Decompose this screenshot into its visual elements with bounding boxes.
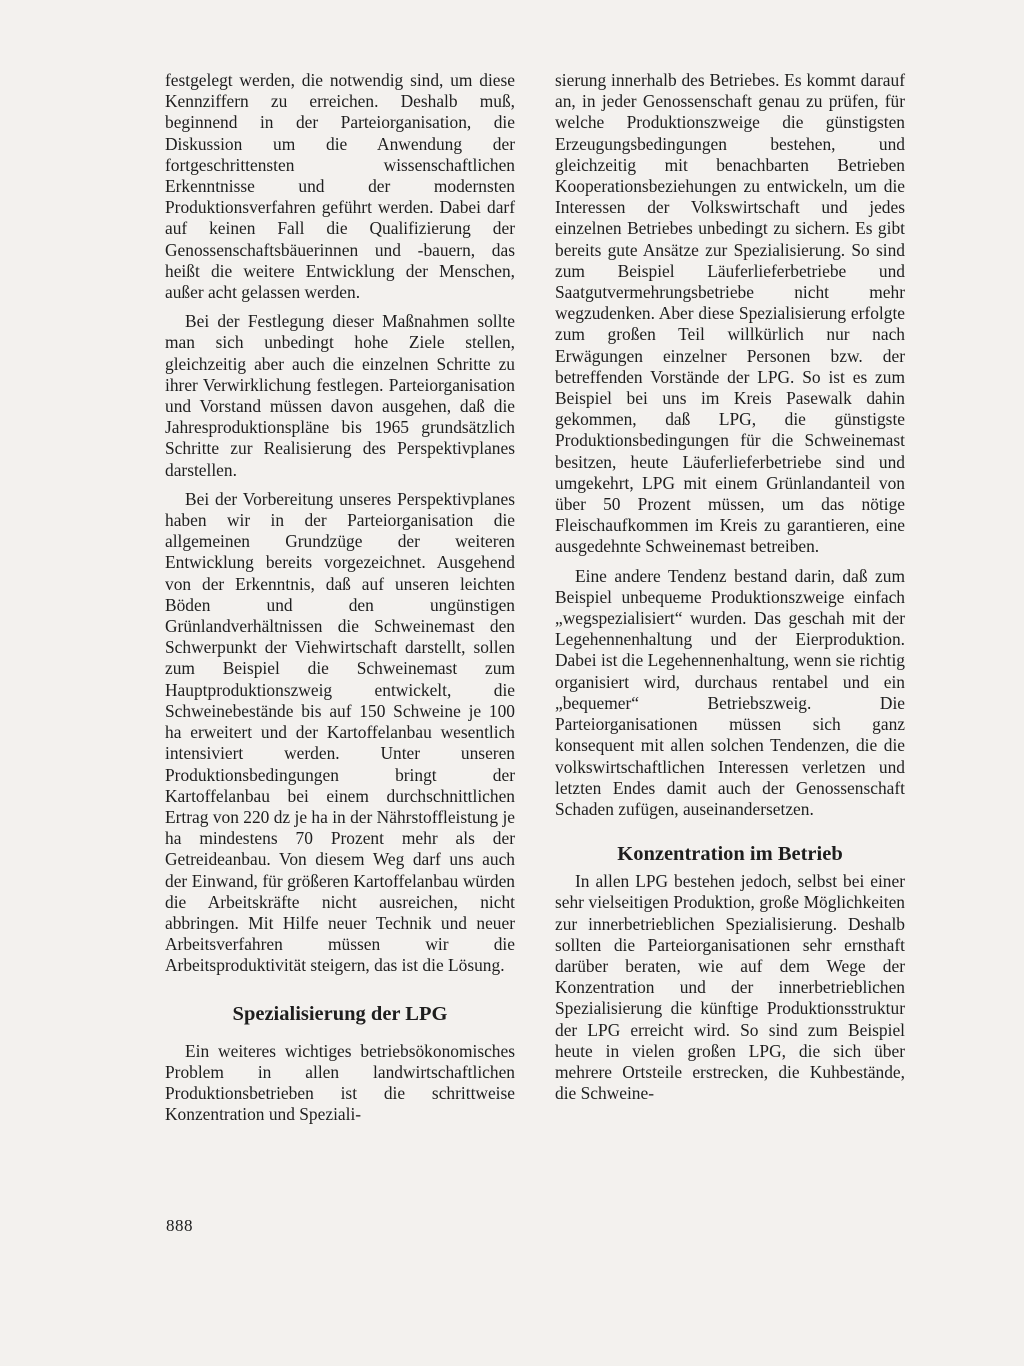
left-paragraph-4: Ein weiteres wichtiges betriebsökonomisches Problem in allen landwirtschaftlichen Produktionsbetrieben ist die schrittweise Konzentration und Speziali- [165, 1040, 515, 1125]
section-heading-konzentration: Konzentration im Betrieb [617, 843, 843, 866]
right-paragraph-2: Eine andere Tendenz bestand darin, daß zum Beispiel unbequeme Produktionszweige einfach „wegspezialisiert“ wurden. Das geschah mit der Legehennenhaltung und der Eierproduktion. Dabei ist die Legehennenhaltung, wenn sie richtig organisiert wird, durchaus rentabel und ein „bequemer“ Betriebszweig. Die Parteiorganisationen müssen sich ganz konsequent mit allen solchen Tendenzen, die die volkswirtschaftlichen Interessen verletzen und letzten Endes damit auch der Genossenschaft Schaden zufügen, auseinandersetzen. [555, 565, 905, 819]
left-column [165, 70, 515, 1125]
page-number: 888 [166, 1216, 193, 1235]
left-paragraph-1: festgelegt werden, die notwendig sind, um diese Kennziffern zu erreichen. Deshalb muß, beginnend in der Parteiorganisation, die Diskussion um die Anwendung der fortgeschrittensten wissenschaftlichen Erkenntnisse und der modernsten Produktionsverfahren geführt werden. Dabei darf auf keinen Fall die Qualifizierung der Genossenschaftsbäuerinnen und -bauern, das heißt die weitere Entwicklung der Menschen, außer acht gelassen werden. [165, 70, 515, 303]
right-column [555, 70, 905, 1104]
section-heading-spezialisierung: Spezialisierung der LPG [232, 1002, 448, 1025]
right-paragraph-1: sierung innerhalb des Betriebes. Es kommt darauf an, in jeder Genossenschaft genau zu prüfen, für welche Produktionszweige die günstigsten Erzeugungsbedingungen bestehen, und gleichzeitig mit benachbarten Betrieben Kooperationsbeziehungen zu entwickeln, um die Interessen der Volkswirtschaft und jedes einzelnen Betriebes unbedingt zu sichern. Es gibt bereits gute Ansätze zur Spezialisierung. So sind zum Beispiel Läuferlieferbetriebe und Saatgutvermehrungsbetriebe nicht mehr wegzudenken. Aber diese Spezialisierung erfolgte zum großen Teil willkürlich nur nach Erwägungen einzelner Personen bzw. der betreffenden Vorstände der LPG. So ist es zum Beispiel bei uns im Kreis Pasewalk dahin gekommen, daß LPG, die günstigste Produktionsbedingungen für die Schweinemast besitzen, heute Läuferlieferbetriebe sind und umgekehrt, LPG mit einem Grünlandanteil von über 50 Prozent müssen, um das nötige Fleischaufkommen im Kreis zu garantieren, eine ausgedehnte Schweinemast betreiben. [555, 70, 905, 557]
right-paragraph-3: In allen LPG bestehen jedoch, selbst bei einer sehr vielseitigen Produktion, große Möglichkeiten zur innerbetrieblichen Spezialisierung. Deshalb sollten die Parteiorganisationen sehr ernsthaft darüber beraten, wie auf dem Wege der Konzentration und der innerbetrieblichen Spezialisierung die künftige Produktionsstruktur der LPG erreicht wird. So sind zum Beispiel heute in vielen großen LPG, die sich über mehrere Ortsteile erstrecken, die Kuhbestände, die Schweine- [555, 871, 905, 1104]
left-paragraph-3: Bei der Vorbereitung unseres Perspektivplanes haben wir in der Parteiorganisation die allgemeinen Grundzüge der weiteren Entwicklung bereits vorgezeichnet. Ausgehend von der Erkenntnis, daß auf unseren leichten Böden und den ungünstigen Grünlandverhältnissen die Schweinemast den Schwerpunkt der Viehwirtschaft darstellt, sollen zum Beispiel die Schweinemast zum Hauptproduktionszweig entwickelt, die Schweinebestände bis auf 150 Schweine je 100 ha erweitert und der Kartoffelanbau wesentlich intensiviert werden. Unter unseren Produktionsbedingungen bringt der Kartoffelanbau bei einem durchschnittlichen Ertrag von 220 dz je ha in der Nährstoffleistung je ha mindestens 70 Prozent mehr als der Getreideanbau. Von diesem Weg darf uns auch der Einwand, für größeren Kartoffelanbau würden die Arbeitskräfte nicht ausreichen, nicht abbringen. Mit Hilfe neuer Technik und neuer Arbeitsverfahren müssen wir die Arbeitsproduktivität steigern, das ist die Lösung. [165, 488, 515, 976]
left-paragraph-2: Bei der Festlegung dieser Maßnahmen sollte man sich unbedingt hohe Ziele stellen, gleichzeitig aber auch die einzelnen Schritte zu ihrer Verwirklichung festlegen. Parteiorganisation und Vorstand müssen davon ausgehen, daß die Jahresproduktionspläne bis 1965 grundsätzlich Schritte zur Realisierung des Perspektivplanes darstellen. [165, 311, 515, 480]
